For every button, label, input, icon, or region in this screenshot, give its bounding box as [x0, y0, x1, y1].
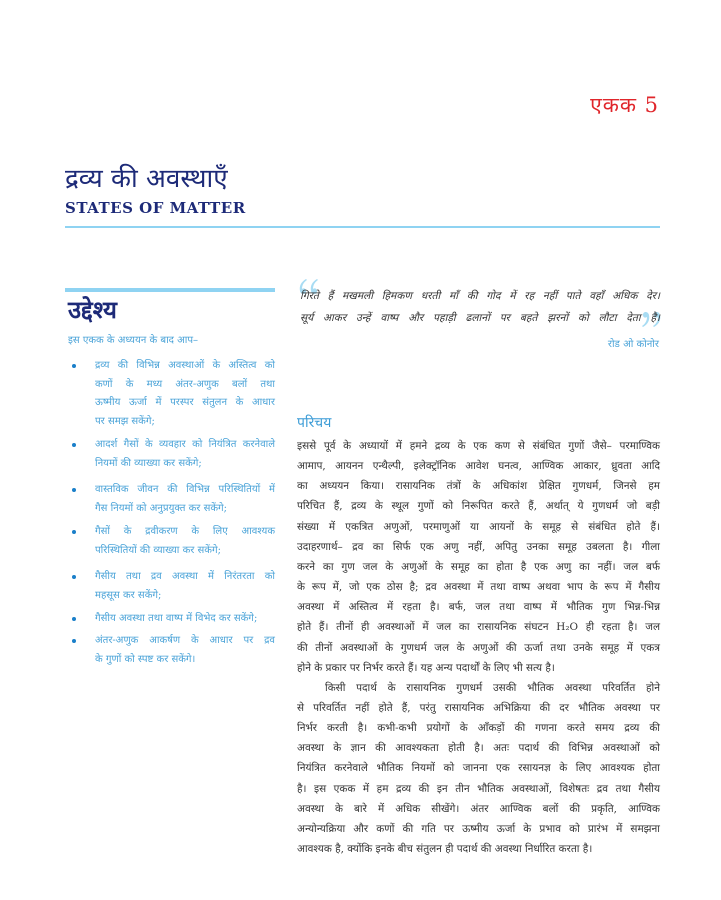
bullet-icon: [72, 488, 76, 492]
objectives-intro: इस एकक के अध्ययन के बाद आप–: [68, 335, 199, 346]
objective-line: परिस्थितियों की व्याख्या कर सकेंगे;: [95, 544, 221, 556]
objective-line: के गुणों को स्पष्ट कर सकेंगे।: [95, 653, 196, 665]
objective-line: कणों के मध्य अंतर-अणुक बलों तथा: [95, 378, 275, 390]
objective-line: गैसों के द्रवीकरण के लिए आवश्यक: [95, 526, 275, 537]
objective-item: [72, 481, 275, 518]
objective-line: महसूस कर सकेंगे;: [95, 589, 162, 601]
body-line: परिचित हैं, द्रव्य के स्थूल गुणों को निरूपित करते हैं, अर्थात् ये गुणधर्म जो बड़ी: [297, 500, 660, 513]
objective-line: पर समझ सकेंगे;: [95, 415, 155, 427]
introduction-heading: परिचय: [297, 415, 332, 431]
objectives-heading: उद्देश्य: [68, 295, 117, 324]
bullet-icon: [72, 575, 76, 579]
body-line: अवस्था में अस्तित्व में रहता है। बर्फ, जल तथा वाष्प में भौतिक गुण भिन्न-भिन्न: [297, 601, 660, 614]
body-line: के रूप में, जो एक ठोस है; द्रव अवस्था में तथा वाष्प अथवा भाप के रूप में गैसीय: [297, 581, 660, 594]
body-line: करने का गुण जल के अणुओं के समूह का होता है एक अणु का नहीं। जल बर्फ: [297, 560, 660, 573]
body-line: इससे पूर्व के अध्यायों में हमने द्रव्य के एक कण से संबंधित गुणों जैसे– परमाण्विक: [297, 440, 660, 452]
quote-line: सूर्य आकर उन्हें वाष्प और पहाड़ी ढलानों पर बहते झरनों को लौटा देता है।: [300, 312, 660, 324]
objectives-top-bar: [65, 288, 275, 292]
objective-item: [72, 568, 275, 605]
bullet-icon: [72, 530, 76, 534]
objective-item: [72, 632, 275, 669]
body-line: है। इस एकक में हम द्रव्य की इन तीन भौतिक अवस्थाओं, विशेषतः द्रव तथा गैसीय: [297, 782, 660, 795]
body-line: अवस्था के बारे में अधिक सीखेंगे। अंतर आण्विक बलों की प्रकृति, आण्विक: [297, 802, 660, 815]
quote-author: रोड ओ कोनोर: [607, 339, 659, 350]
body-line: का अध्ययन किया। रासायनिक तंत्रों के अधिकांश प्रेक्षित गुणधर्म, जिनसे हम: [297, 480, 660, 493]
objective-item: [72, 436, 275, 473]
body-line: किसी पदार्थ के रासायनिक गुणधर्म उसकी भौतिक अवस्था परिवर्तित होने: [325, 681, 660, 694]
objective-line: गैसीय तथा द्रव अवस्था में निरंतरता को: [95, 571, 275, 582]
body-line: नियंत्रित करनेवाले भौतिक नियमों को जानना एक रसायनज्ञ के लिए आवश्यक होता: [297, 762, 660, 775]
header-divider: [65, 226, 660, 228]
objective-item: [72, 523, 275, 560]
body-line: निर्भर करती है। कभी-कभी प्रयोगों के आँकड़ों की गणना करते समय द्रव्य की: [297, 722, 660, 735]
chapter-title-english: STATES OF MATTER: [65, 199, 246, 217]
unit-label: एकक 5: [590, 93, 659, 117]
objective-line: गैसीय अवस्था तथा वाष्प में विभेद कर सकेंगे;: [95, 613, 258, 624]
body-line: अन्योन्यक्रिया और कणों की गति पर ऊष्मीय ऊर्जा के प्रभाव को प्रारंभ में समझना: [297, 822, 660, 835]
bullet-icon: [72, 443, 76, 447]
objective-line: आदर्श गैसों के व्यवहार को नियंत्रित करनेवाले: [95, 439, 275, 450]
quote-line: गिरते हैं मखमली हिमकण धरती माँ की गोद में रह नहीं पाते वहाँ अधिक देर।: [300, 290, 660, 302]
objective-line: अंतर-अणुक आकर्षण के आधार पर द्रव: [95, 635, 275, 646]
objective-line: नियमों की व्याख्या कर सकेंगे;: [95, 457, 202, 469]
objective-item: [72, 610, 275, 629]
body-line: होते हैं। तीनों ही अवस्थाओं में जल का रासायनिक संघटन H₂O ही रहता है। जल: [297, 621, 660, 634]
body-line: आमाप, आयनन एन्थैल्पी, इलेक्ट्रॉनिक आवेश घनत्व, आण्विक आकार, ध्रुवता आदि: [297, 460, 660, 473]
chapter-title-hindi: द्रव्य की अवस्थाएँ: [65, 164, 228, 194]
body-line: की तीनों अवस्थाओं के गुणधर्म जल के अणुओं की ऊर्जा तथा उनके समूह में एकत्र: [297, 641, 660, 654]
body-line: होने के प्रकार पर निर्भर करते हैं। यह अन्य पदार्थों के लिए भी सत्य है।: [297, 661, 555, 674]
objective-item: [72, 357, 275, 431]
body-line: अवस्था के ज्ञान की आवश्यकता होती है। अतः पदार्थ की विभिन्न अवस्थाओं को: [297, 742, 660, 755]
objective-line: वास्तविक जीवन की विभिन्न परिस्थितियों में: [95, 484, 275, 495]
objective-line: द्रव्य की विभिन्न अवस्थाओं के अस्तित्व को: [95, 360, 275, 371]
bullet-icon: [72, 364, 76, 368]
bullet-icon: [72, 639, 76, 643]
body-line: संख्या में एकत्रित अणुओं, परमाणुओं या आयनों के समूह से संबंधित होते हैं।: [297, 520, 660, 533]
bullet-icon: [72, 617, 76, 621]
objective-line: गैस नियमों को अनुप्रयुक्त कर सकेंगे;: [95, 502, 228, 514]
objective-line: ऊष्मीय ऊर्जा में परस्पर संतुलन के आधार: [95, 397, 275, 408]
body-line: आवश्यक है, क्योंकि इनके बीच संतुलन ही पदार्थ की अवस्था निर्धारित करता है।: [297, 843, 593, 855]
body-line: से परिवर्तित नहीं होते हैं, परंतु रासायनिक अभिक्रिया की दर भौतिक अवस्था पर: [297, 701, 660, 714]
body-line: उदाहरणार्थ– द्रव का सिर्फ एक अणु नहीं, अपितु उनका समूह उबलता है। गीला: [297, 540, 660, 553]
